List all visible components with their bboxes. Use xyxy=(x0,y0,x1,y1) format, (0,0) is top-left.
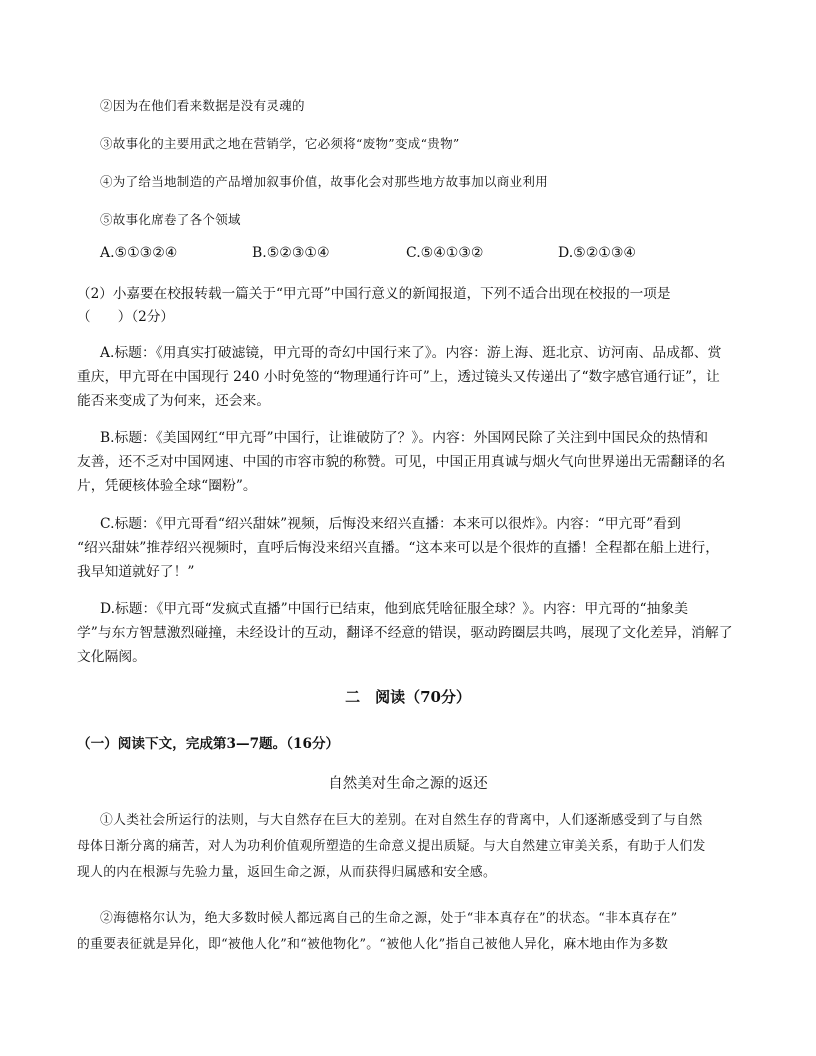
choice-d: D.⑤②①③④ xyxy=(558,245,636,261)
question-2-stem: （2）小嘉要在校报转载一篇关于“甲亢哥”中国行意义的新闻报道，下列不适合出现在校报的一项是 xyxy=(77,286,671,302)
item-5: ⑤故事化席卷了各个领域 xyxy=(100,212,241,227)
article-paragraph-1 xyxy=(77,808,747,886)
option-d-line-1: D.标题：《甲亢哥“发疯式直播”中国行已结束，他到底凭啥征服全球？》。内容：甲亢哥的“抽象美 xyxy=(100,601,688,617)
article-p1-line-3: 现人的内在根源与先验力量，返回生命之源，从而获得归属感和安全感。 xyxy=(77,865,497,880)
article-p2-line-2: 的重要表征就是异化，即“被他人化”和“被他物化”。“被他人化”指自己被他人异化，麻木地由作为多数 xyxy=(77,937,669,952)
option-b-line-3: 片，凭硬核体验全球“圈粉”。 xyxy=(77,478,257,494)
option-c-line-1: C.标题：《甲亢哥看“绍兴甜妹”视频，后悔没来绍兴直播：本来可以很炸》。内容：“甲亢哥”看到 xyxy=(100,516,681,532)
item-2: ②因为在他们看来数据是没有灵魂的 xyxy=(100,98,305,113)
option-a-line-1: A.标题：《用真实打破滤镜，甲亢哥的奇幻中国行来了》。内容：游上海、逛北京、访河南、品成都、赏 xyxy=(100,345,722,361)
item-4: ④为了给当地制造的产品增加叙事价值，故事化会对那些地方故事加以商业利用 xyxy=(100,174,549,189)
article-paragraph-2 xyxy=(77,906,747,958)
article-p2-line-1: ②海德格尔认为，绝大多数时候人都远离自己的生命之源，处于“非本真存在”的状态。“非本真存在” xyxy=(100,911,678,926)
option-b-line-2: 友善，还不乏对中国网速、中国的市容市貌的称赞。可见，中国正用真诚与烟火气向世界递出无需翻译的名 xyxy=(77,454,726,470)
option-c-line-3: 我早知道就好了！” xyxy=(77,564,195,580)
section-title: 二 阅读（70分） xyxy=(345,688,471,706)
article-p1-line-1: ①人类社会所运行的法则，与大自然存在巨大的差别。在对自然生存的背离中，人们逐渐感受到了与自然 xyxy=(100,813,703,828)
option-b xyxy=(77,426,747,498)
option-c-line-2: “绍兴甜妹”推荐绍兴视频时，直呼后悔没来绍兴直播。“这本来可以是个很炸的直播！全程都在船上进行， xyxy=(77,540,720,556)
option-d-line-3: 文化隔阂。 xyxy=(77,649,146,665)
option-a xyxy=(77,341,747,413)
sub-section-heading: （一）阅读下文，完成第3—7题。（16分） xyxy=(77,736,340,752)
article-title: 自然美对生命之源的返还 xyxy=(328,776,488,792)
option-b-line-1: B.标题：《美国网红“甲亢哥”中国行，让谁破防了？》。内容：外国网民除了关注到中国民众的热情和 xyxy=(100,430,709,446)
option-d-line-2: 学”与东方智慧激烈碰撞，未经设计的互动，翻译不经意的错误，驱动跨圈层共鸣，展现了文化差异，消解了 xyxy=(77,625,733,641)
choice-a: A.⑤①③②④ xyxy=(100,245,178,261)
option-a-line-2: 重庆，甲亢哥在中国现行 240 小时免签的“物理通行许可”上，透过镜头又传递出了“数字感官通行证”，让 xyxy=(77,369,720,385)
option-a-line-3: 能否来变成了为何来，还会来。 xyxy=(77,393,271,409)
question-2-blank: （ ）（2分） xyxy=(77,309,175,325)
option-d xyxy=(77,597,747,669)
option-c xyxy=(77,512,747,584)
choice-c: C.⑤④①③② xyxy=(406,245,484,261)
item-3: ③故事化的主要用武之地在营销学，它必须将“废物”变成“贵物” xyxy=(100,136,460,151)
choice-b: B.⑤②③①④ xyxy=(252,245,330,261)
article-p1-line-2: 母体日渐分离的痛苦，对人为功利价值观所塑造的生命意义提出质疑。与大自然建立审美关系，有助于人们发 xyxy=(77,839,706,854)
